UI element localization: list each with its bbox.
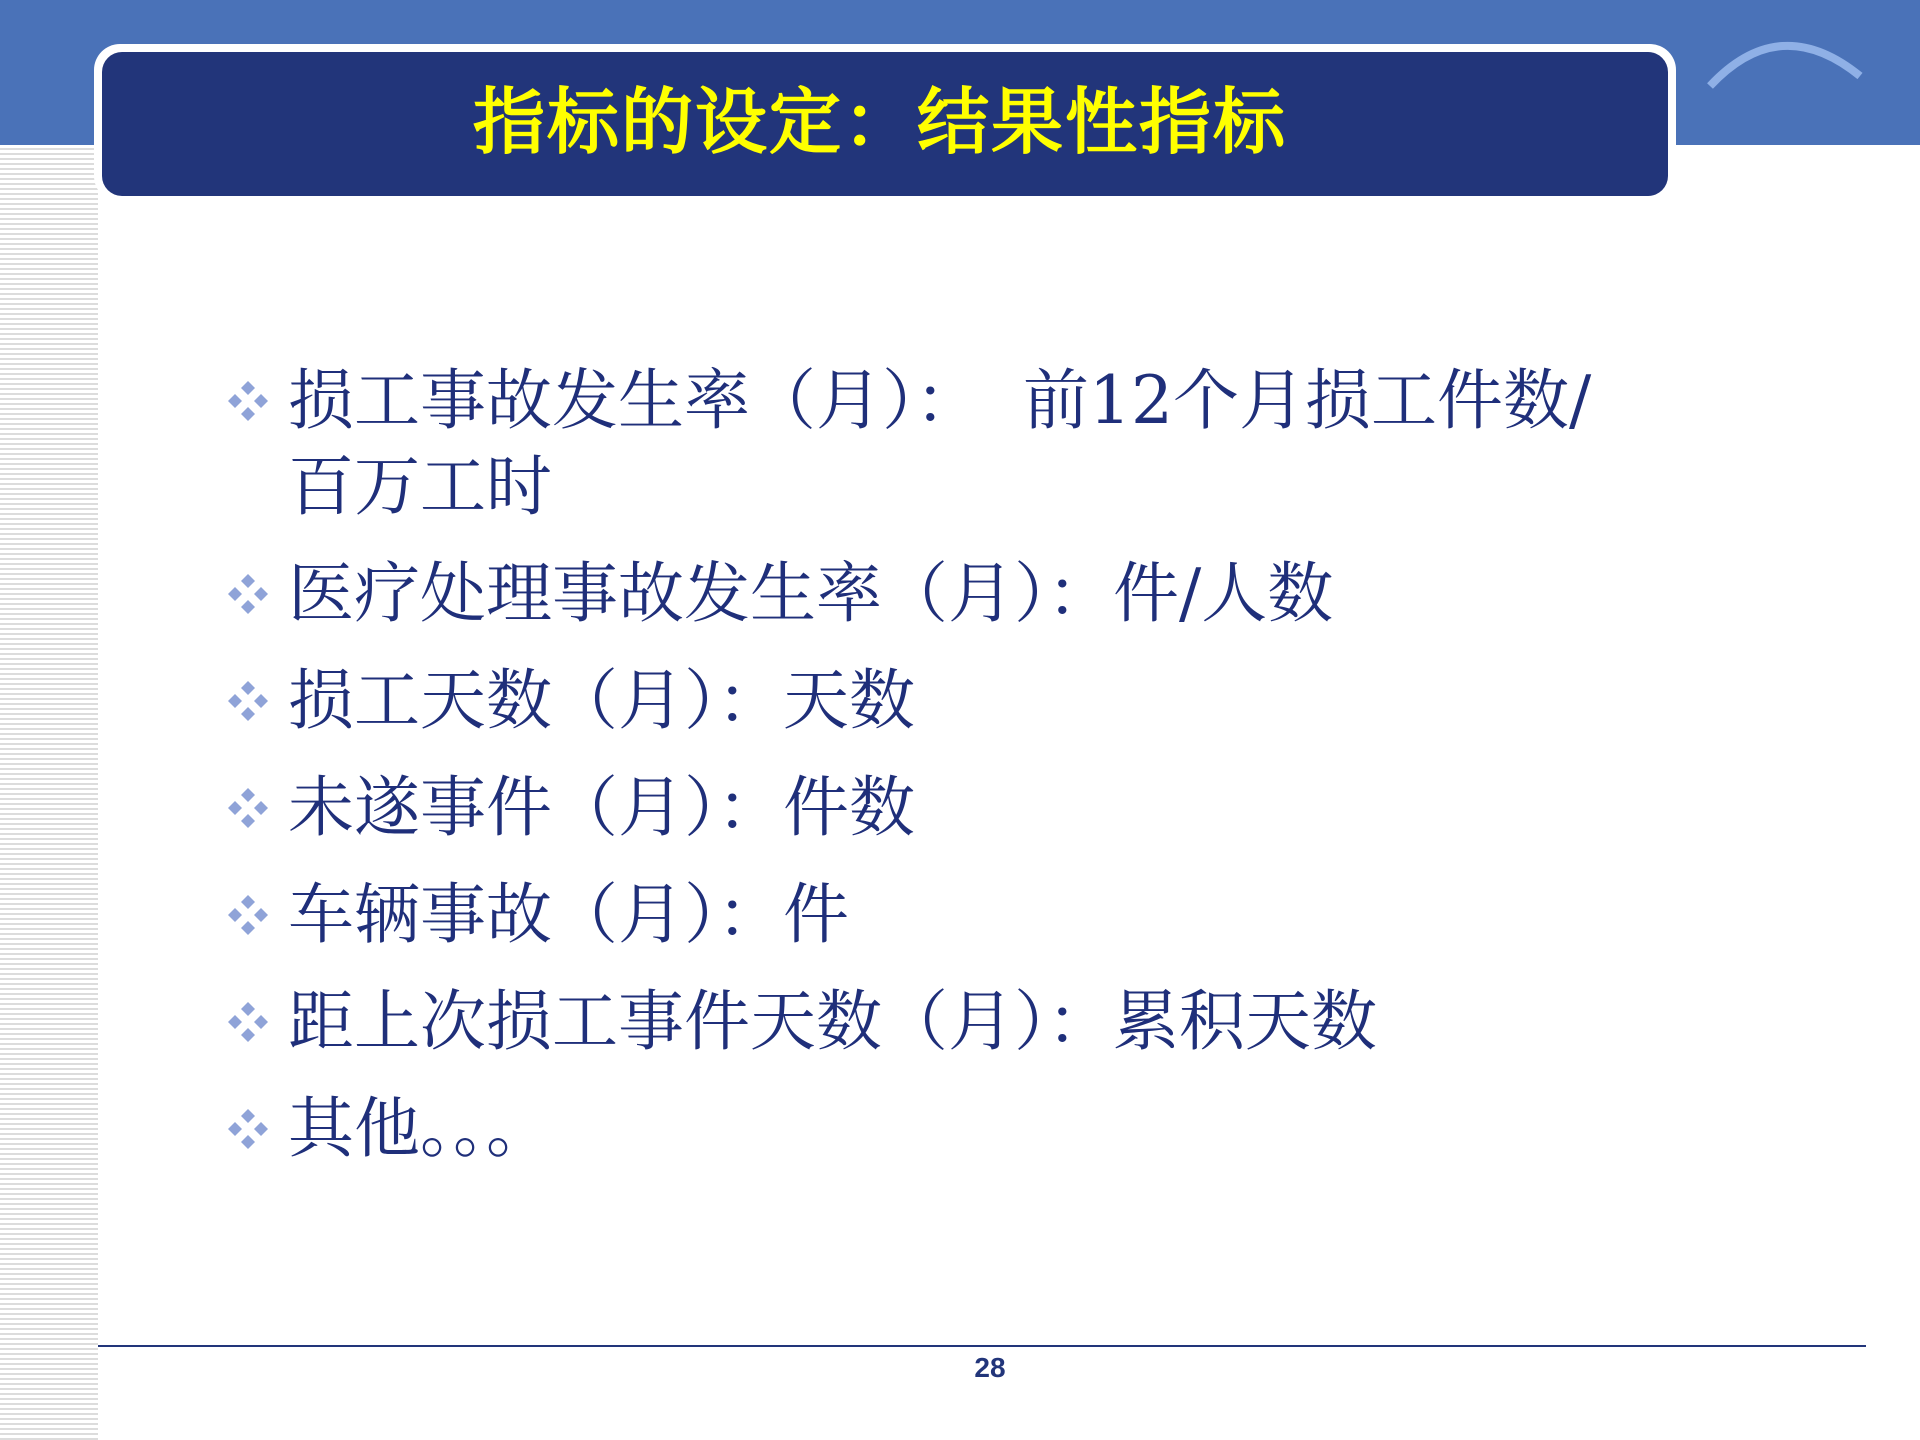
bullet-item xyxy=(220,765,1780,851)
diamond-cluster-icon xyxy=(220,979,276,1065)
bullet-text: 未遂事件（月）：件数 xyxy=(288,769,915,846)
bullet-item xyxy=(220,979,1780,1065)
diamond-cluster-icon xyxy=(220,658,276,744)
bullet-text: 医疗处理事故发生率（月）：件/人数 xyxy=(288,555,1334,632)
bullet-item xyxy=(220,551,1780,637)
bullet-item xyxy=(220,358,1780,530)
title-box xyxy=(102,52,1668,196)
diamond-cluster-icon xyxy=(220,872,276,958)
bullet-text: 损工事故发生率（月）： 前12个月损工件数/ 百万工时 xyxy=(288,362,1592,525)
bullet-item xyxy=(220,872,1780,958)
diamond-cluster-icon xyxy=(220,1086,276,1172)
corner-arc-decoration xyxy=(1700,16,1880,116)
bullet-text: 车辆事故（月）：件 xyxy=(288,876,849,953)
diamond-cluster-icon xyxy=(220,551,276,637)
bullet-list xyxy=(220,358,1780,1193)
page-number: 28 xyxy=(974,1352,1006,1383)
slide-title: 指标的设定：结果性指标 xyxy=(472,80,1287,164)
bullet-text: 距上次损工事件天数（月）：累积天数 xyxy=(288,983,1377,1060)
footer-divider xyxy=(98,1345,1866,1347)
diamond-cluster-icon xyxy=(220,358,276,444)
diamond-cluster-icon xyxy=(220,765,276,851)
bullet-item xyxy=(220,1086,1780,1172)
bullet-text: 损工天数（月）：天数 xyxy=(288,662,915,739)
left-striped-margin xyxy=(0,145,98,1440)
bullet-item xyxy=(220,658,1780,744)
bullet-text: 其他。。。 xyxy=(288,1090,552,1167)
